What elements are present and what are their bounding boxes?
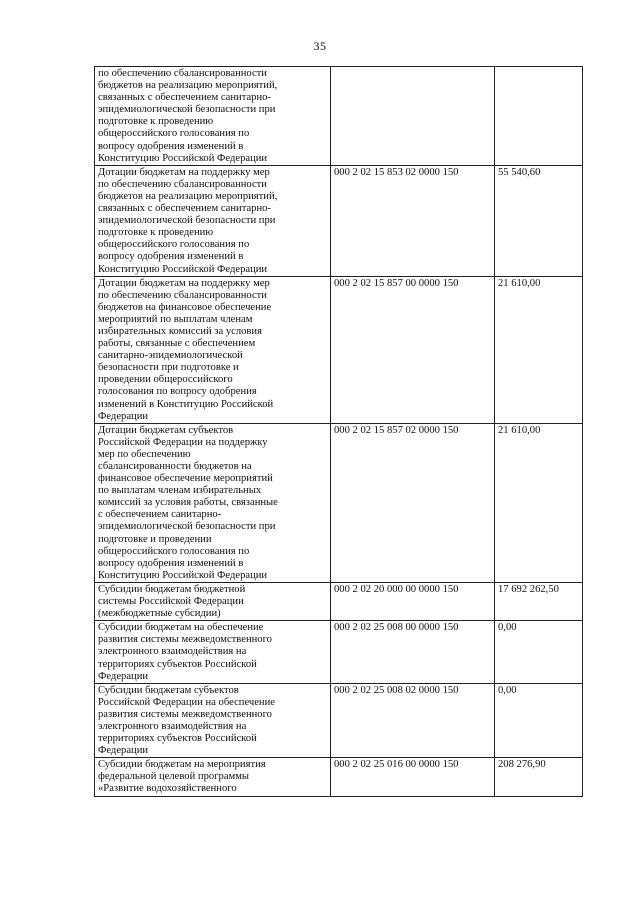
amount-cell: 55 540,60 xyxy=(495,165,583,276)
revenue-name-cell xyxy=(95,165,331,276)
revenue-name-line: Субсидии бюджетам на обеспечение xyxy=(98,622,264,634)
revenue-name-line: по обеспечению сбалансированности xyxy=(98,289,267,301)
revenue-name-line: по выплатам членам избирательных xyxy=(98,485,262,497)
budget-code-cell: 000 2 02 25 008 02 0000 150 xyxy=(331,683,495,758)
revenue-name-line: изменений в Конституцию Российской xyxy=(98,398,274,410)
revenue-name-cell xyxy=(95,758,331,796)
revenue-name-line: Конституцию Российской Федерации xyxy=(98,263,268,275)
revenue-name-line: Федерации xyxy=(98,745,149,757)
revenue-name-line: общероссийского голосования по xyxy=(98,239,250,251)
table-row xyxy=(95,758,583,796)
revenue-name-line: Российской Федерации на обеспечение xyxy=(98,696,275,708)
revenue-name-cell xyxy=(95,621,331,683)
revenue-name-line: Дотации бюджетам на поддержку мер xyxy=(98,166,270,178)
revenue-name-line: вопросу одобрения изменений в xyxy=(98,557,244,569)
revenue-name-line: общероссийского голосования по xyxy=(98,128,250,140)
revenue-name-line: финансовое обеспечение мероприятий xyxy=(98,473,273,485)
revenue-name-line: бюджетов на финансовое обеспечение xyxy=(98,301,272,313)
revenue-name-line: (межбюджетные субсидии) xyxy=(98,608,221,620)
revenue-name-line: проведении общероссийского xyxy=(98,374,233,386)
revenue-name-line: эпидемиологической безопасности при xyxy=(98,521,276,533)
revenue-name-line: сбалансированности бюджетов на xyxy=(98,461,252,472)
amount-cell: 17 692 262,50 xyxy=(495,582,583,620)
revenue-name-line: бюджетов на реализацию мероприятий, xyxy=(98,190,278,202)
budget-code-cell xyxy=(331,67,495,166)
revenue-name-line: Федерации xyxy=(98,670,149,682)
revenue-name-line: по обеспечению сбалансированности xyxy=(98,68,267,79)
revenue-name-line: Дотации бюджетам субъектов xyxy=(98,424,234,436)
revenue-name-line: Конституцию Российской Федерации xyxy=(98,152,268,164)
revenue-name-line: общероссийского голосования по xyxy=(98,545,250,557)
revenue-name-line: безопасности при подготовке и xyxy=(98,362,239,374)
revenue-name-line: Субсидии бюджетам бюджетной xyxy=(98,583,246,595)
amount-cell: 0,00 xyxy=(495,621,583,683)
table-row xyxy=(95,165,583,276)
revenue-name-line: бюджетов на реализацию мероприятий, xyxy=(98,80,278,92)
budget-revenue-table xyxy=(94,66,583,797)
revenue-name-line: Конституцию Российской Федерации xyxy=(98,569,268,581)
table-row xyxy=(95,683,583,758)
table-row xyxy=(95,276,583,423)
revenue-name-line: Субсидии бюджетам на мероприятия xyxy=(98,759,266,771)
revenue-name-line: электронного взаимодействия на xyxy=(98,646,247,658)
table-body xyxy=(95,67,583,797)
revenue-name-cell xyxy=(95,683,331,758)
revenue-name-line: развития системы межведомственного xyxy=(98,634,272,646)
revenue-name-line: «Развитие водохозяйственного xyxy=(98,783,237,795)
budget-code-cell: 000 2 02 25 008 00 0000 150 xyxy=(331,621,495,683)
revenue-name-line: с обеспечением санитарно- xyxy=(98,509,222,521)
revenue-name-line: Федерации xyxy=(98,410,149,422)
page-number: 35 xyxy=(313,39,327,53)
revenue-name-line: избирательных комиссий за условия xyxy=(98,325,262,337)
budget-code-cell: 000 2 02 20 000 00 0000 150 xyxy=(331,582,495,620)
revenue-name-line: мероприятий по выплатам членам xyxy=(98,313,253,325)
budget-code-cell: 000 2 02 25 016 00 0000 150 xyxy=(331,758,495,796)
amount-cell xyxy=(495,67,583,166)
revenue-name-line: эпидемиологической безопасности при xyxy=(98,215,276,227)
revenue-name-line: системы Российской Федерации xyxy=(98,596,244,608)
revenue-name-line: работы, связанные с обеспечением xyxy=(98,338,256,350)
revenue-name-line: подготовке к проведению xyxy=(98,116,214,128)
amount-cell: 21 610,00 xyxy=(495,276,583,423)
revenue-name-cell xyxy=(95,423,331,582)
budget-code-cell: 000 2 02 15 857 02 0000 150 xyxy=(331,423,495,582)
revenue-name-line: вопросу одобрения изменений в xyxy=(98,251,244,263)
revenue-name-line: по обеспечению сбалансированности xyxy=(98,178,267,190)
amount-cell: 21 610,00 xyxy=(495,423,583,582)
revenue-name-cell xyxy=(95,582,331,620)
revenue-name-line: эпидемиологической безопасности при xyxy=(98,104,276,116)
table-row xyxy=(95,621,583,683)
amount-cell: 208 276,90 xyxy=(495,758,583,796)
revenue-name-line: подготовке и проведении xyxy=(98,533,212,545)
revenue-name-line: Российской Федерации на поддержку xyxy=(98,436,268,448)
table-row xyxy=(95,67,583,166)
revenue-name-line: вопросу одобрения изменений в xyxy=(98,140,244,152)
revenue-name-line: санитарно-эпидемиологической xyxy=(98,350,243,362)
revenue-name-cell xyxy=(95,276,331,423)
revenue-name-cell xyxy=(95,67,331,166)
budget-code-cell: 000 2 02 15 857 00 0000 150 xyxy=(331,276,495,423)
revenue-name-line: мер по обеспечению xyxy=(98,448,191,460)
revenue-name-line: развития системы межведомственного xyxy=(98,708,272,720)
table-row xyxy=(95,582,583,620)
revenue-name-line: голосования по вопросу одобрения xyxy=(98,386,257,398)
revenue-name-line: федеральной целевой программы xyxy=(98,771,250,783)
table-row xyxy=(95,423,583,582)
revenue-name-line: связанных с обеспечением санитарно- xyxy=(98,203,271,215)
revenue-name-line: территориях субъектов Российской xyxy=(98,658,257,670)
revenue-name-line: комиссий за условия работы, связанные xyxy=(98,497,278,509)
revenue-name-line: связанных с обеспечением санитарно- xyxy=(98,92,271,104)
revenue-name-line: Субсидии бюджетам субъектов xyxy=(98,684,239,696)
revenue-name-line: территориях субъектов Российской xyxy=(98,733,257,745)
revenue-name-line: Дотации бюджетам на поддержку мер xyxy=(98,277,270,289)
revenue-name-line: подготовке к проведению xyxy=(98,227,214,239)
budget-code-cell: 000 2 02 15 853 02 0000 150 xyxy=(331,165,495,276)
revenue-name-line: электронного взаимодействия на xyxy=(98,720,247,732)
amount-cell: 0,00 xyxy=(495,683,583,758)
